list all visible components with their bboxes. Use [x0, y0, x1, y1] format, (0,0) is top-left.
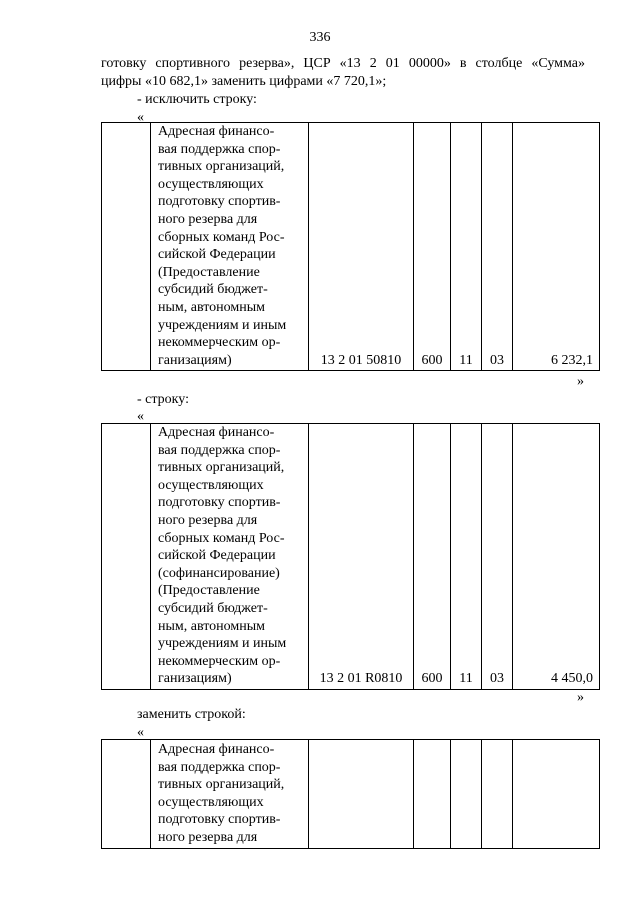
- vr-cell: 600: [414, 123, 451, 371]
- intro-line: готовку спортивного резерва», ЦСР «13 2 01 00000» в столбце «Сумма»: [101, 56, 585, 71]
- opening-quote: «: [137, 110, 144, 125]
- csr-cell: [309, 740, 414, 849]
- closing-quote: »: [577, 374, 584, 389]
- rz-cell: [451, 740, 482, 849]
- csr-cell: 13 2 01 R0810: [309, 424, 414, 690]
- table-row: [102, 123, 600, 371]
- row-name-cell: [151, 123, 309, 371]
- row-name-cell: [151, 424, 309, 690]
- pr-cell: [482, 740, 513, 849]
- csr-cell: 13 2 01 50810: [309, 123, 414, 371]
- intro-line: цифры «10 682,1» заменить цифрами «7 720,1»;: [101, 74, 387, 89]
- instruction-replace-with: заменить строкой:: [137, 707, 246, 722]
- row-number-cell: [102, 123, 151, 371]
- budget-row-replaced: [101, 423, 600, 690]
- opening-quote: «: [137, 409, 144, 424]
- vr-cell: [414, 740, 451, 849]
- row-number-cell: [102, 740, 151, 849]
- page-number: 336: [309, 30, 331, 45]
- row-number-cell: [102, 424, 151, 690]
- instruction-row: - строку:: [137, 392, 189, 407]
- budget-row-excluded: [101, 122, 600, 371]
- budget-row-new: [101, 739, 600, 849]
- instruction-exclude-row: - исключить строку:: [137, 92, 257, 107]
- row-name-cell: [151, 740, 309, 849]
- row-name-text: Адресная финансо- вая поддержка спор- тивных организаций, осуществляющих подготовку спортив- ного резерва для сборных команд Рос- сийской Федерации (Предоставление субсидий бюджет- ным, автономным учреждениям и иным некоммерческим ор- ганизациям): [158, 124, 287, 368]
- sum-cell: [513, 740, 600, 849]
- vr-cell: 600: [414, 424, 451, 690]
- sum-cell: 4 450,0: [513, 424, 600, 690]
- table-row: [102, 740, 600, 849]
- closing-quote: »: [577, 690, 584, 705]
- pr-cell: 03: [482, 424, 513, 690]
- pr-cell: 03: [482, 123, 513, 371]
- intro-paragraph: [101, 55, 585, 91]
- opening-quote: «: [137, 725, 144, 740]
- table-row: [102, 424, 600, 690]
- rz-cell: 11: [451, 424, 482, 690]
- row-name-text: Адресная финансо- вая поддержка спор- тивных организаций, осуществляющих подготовку спортив- ного резерва для сборных команд Рос- сийской Федерации (софинансирование) (Предоставление субсидий бюджет- ным, автономным учреждениям и иным некоммерческим ор- ганизациям): [158, 425, 287, 687]
- sum-cell: 6 232,1: [513, 123, 600, 371]
- row-name-text: Адресная финансо- вая поддержка спор- тивных организаций, осуществляющих подготовку спортив- ного резерва для: [158, 742, 285, 845]
- rz-cell: 11: [451, 123, 482, 371]
